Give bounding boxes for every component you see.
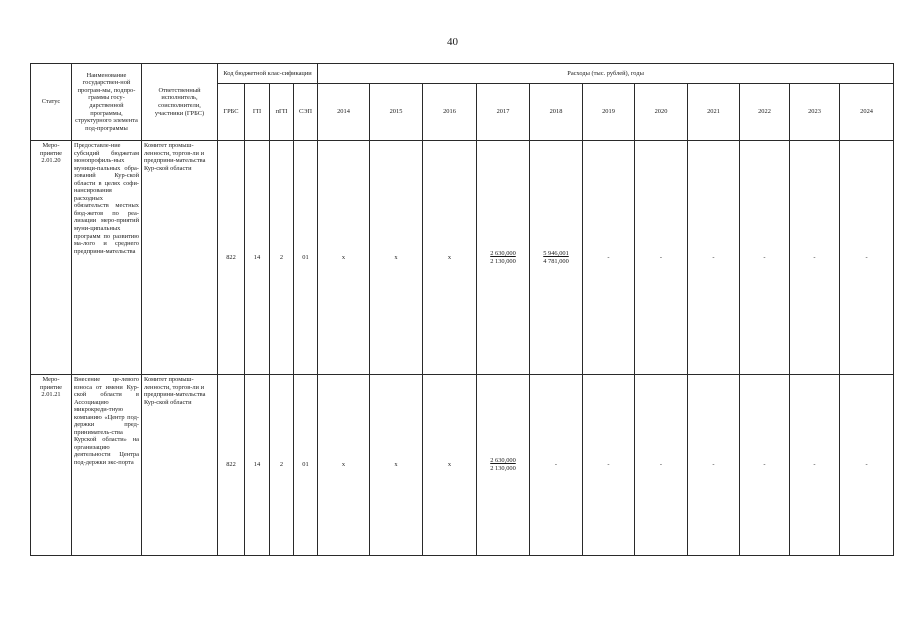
row-2018: -: [530, 375, 583, 556]
row-2024: -: [840, 375, 894, 556]
header-year-2016: 2016: [423, 84, 477, 141]
row-2017-value-top: 2 630,000: [490, 457, 516, 465]
row-2017: [477, 141, 530, 375]
row-status: Меро-приятие 2.01.21: [31, 375, 72, 556]
row-2020: -: [635, 375, 688, 556]
header-year-2021: 2021: [688, 84, 740, 141]
row-2018: [530, 141, 583, 375]
header-gp: ГП: [245, 84, 270, 141]
row-2021: -: [688, 375, 740, 556]
header-expenses: Расходы (тыс. рублей), годы: [318, 64, 894, 84]
header-responsible: Ответственный исполнитель, соисполнители, участники (ГРБС): [142, 64, 218, 141]
header-grbs: ГРБС: [218, 84, 245, 141]
row-responsible: Комитет промыш-ленности, торгов-ли и предприни-мательства Кур-ской области: [142, 375, 218, 556]
row-2022: -: [740, 375, 790, 556]
row-2015: х: [370, 141, 423, 375]
header-year-2015: 2015: [370, 84, 423, 141]
row-gp: 14: [245, 375, 270, 556]
row-grbs: 822: [218, 375, 245, 556]
row-2021: -: [688, 141, 740, 375]
row-2017-value-bottom: 2 130,000: [490, 257, 516, 265]
header-year-2024: 2024: [840, 84, 894, 141]
row-2018-value-top: 5 946,001: [543, 249, 569, 257]
row-2017-value-top: 2 630,000: [490, 249, 516, 257]
row-pgp: 2: [270, 375, 294, 556]
row-2017: [477, 375, 530, 556]
row-2016: х: [423, 375, 477, 556]
row-2020: -: [635, 141, 688, 375]
row-2017-value-bottom: 2 130,000: [490, 465, 516, 472]
row-2015: х: [370, 375, 423, 556]
header-sep: СЭП: [294, 84, 318, 141]
row-gp: 14: [245, 141, 270, 375]
header-year-2020: 2020: [635, 84, 688, 141]
row-2022: -: [740, 141, 790, 375]
budget-table: [30, 63, 894, 556]
row-2019: -: [583, 141, 635, 375]
header-year-2019: 2019: [583, 84, 635, 141]
header-year-2014: 2014: [318, 84, 370, 141]
header-budget-code: Код бюджетной клас-сификации: [218, 64, 318, 84]
header-year-2023: 2023: [790, 84, 840, 141]
row-status: Меро-приятие 2.01.20: [31, 141, 72, 375]
row-2024: -: [840, 141, 894, 375]
header-program-name: Наименование государствен-ной програм-мы, подпро-граммы госу-дарственной программы, структурного элемента под-программы: [72, 64, 142, 141]
header-status: Статус: [31, 64, 72, 141]
row-grbs: 822: [218, 141, 245, 375]
row-sep: 01: [294, 375, 318, 556]
row-2016: х: [423, 141, 477, 375]
row-responsible: Комитет промыш-ленности, торгов-ли и предприни-мательства Кур-ской области: [142, 141, 218, 375]
row-2014: х: [318, 375, 370, 556]
table-row: [31, 141, 894, 375]
row-2014: х: [318, 141, 370, 375]
header-year-2022: 2022: [740, 84, 790, 141]
row-2023: -: [790, 141, 840, 375]
header-year-2018: 2018: [530, 84, 583, 141]
header-year-2017: 2017: [477, 84, 530, 141]
row-program-name: Внесение це-левого взноса от имени Кур-ской области в Ассоциацию микрокреди-тную компанию «Центр под-держки пред-приниматель-ства Курской области» на организацию деятельности Центра под-держки экс-порта: [72, 375, 142, 556]
row-2023: -: [790, 375, 840, 556]
table-row: [31, 375, 894, 556]
row-2018-value-bottom: 4 781,000: [543, 257, 569, 265]
row-2019: -: [583, 375, 635, 556]
header-pgp: пГП: [270, 84, 294, 141]
row-pgp: 2: [270, 141, 294, 375]
page-number: 40: [447, 36, 458, 48]
row-program-name: Предоставле-ние субсидий бюджетам монопрофиль-ных муници-пальных обра-зований Кур-ской области в целях софи-нансирования расходных обязательств местных бюд-жетов по реа-лизации меро-приятий муни-ципальных программ по развитию ма-лого и среднего предприни-мательства: [72, 141, 142, 375]
row-sep: 01: [294, 141, 318, 375]
